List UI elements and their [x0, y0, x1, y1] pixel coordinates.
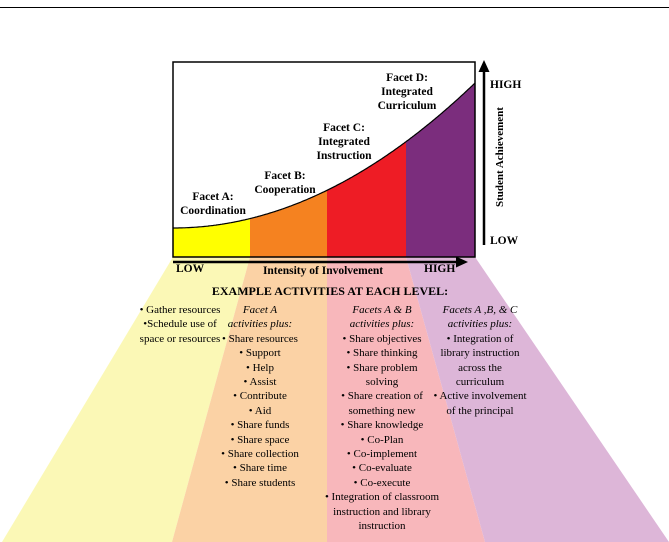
- activity-item: instruction and library: [333, 505, 431, 518]
- activities-column-facet-b: [205, 303, 315, 490]
- activity-item: • Share resources: [222, 332, 298, 345]
- facet-a-label: [173, 190, 253, 218]
- activity-item: • Support: [239, 347, 281, 360]
- activity-item: • Gather resources: [139, 304, 221, 316]
- facet-label-line: Facet C:: [323, 122, 365, 134]
- column-heading-line: activities plus:: [227, 318, 293, 331]
- activity-item: space or resources: [139, 332, 221, 345]
- activity-item: • Active involvement: [433, 390, 527, 403]
- activity-item: • Co-evaluate: [352, 462, 412, 475]
- activity-item: • Assist: [243, 376, 277, 389]
- activity-item: • Help: [246, 361, 274, 374]
- activity-item: something new: [348, 404, 416, 417]
- facet-label-line: Curriculum: [377, 100, 437, 112]
- activity-item: • Share creation of: [341, 390, 423, 403]
- facet-label-line: Integrated: [318, 136, 370, 148]
- column-heading-line: Facets A ,B, & C: [442, 304, 518, 316]
- activity-item: • Share collection: [221, 448, 299, 461]
- activity-item: solving: [365, 376, 399, 389]
- facet-label-line: Cooperation: [254, 184, 316, 196]
- activity-item: • Co-execute: [353, 476, 411, 489]
- activities-title: EXAMPLE ACTIVITIES AT EACH LEVEL:: [211, 284, 449, 298]
- activity-item: • Share funds: [230, 419, 290, 432]
- facet-label-line: Coordination: [180, 205, 246, 217]
- activity-item: • Share objectives: [342, 332, 422, 345]
- activity-item: curriculum: [455, 376, 505, 389]
- activity-item: • Share knowledge: [340, 419, 424, 432]
- activity-item: • Share thinking: [346, 347, 418, 360]
- facet-d-label: [367, 71, 447, 113]
- activity-item: • Contribute: [233, 390, 287, 403]
- activity-item: • Co-implement: [346, 448, 418, 461]
- activity-item: •Schedule use of: [143, 318, 217, 331]
- column-heading-line: Facet A: [242, 304, 278, 316]
- activity-item: across the: [458, 361, 502, 374]
- facet-c-label: [304, 121, 384, 163]
- activity-item: • Share time: [233, 462, 287, 475]
- y-axis-arrowhead: [479, 60, 490, 72]
- facet-b-label: [245, 169, 325, 197]
- activity-item: • Integration of classroom: [324, 491, 440, 504]
- x-axis-title: Intensity of Involvement: [262, 265, 384, 277]
- activity-item: • Co-Plan: [360, 433, 404, 446]
- chart-area-facet-b: [250, 190, 327, 257]
- activity-item: • Aid: [248, 404, 272, 417]
- facet-label-line: Integrated: [381, 86, 433, 98]
- x-axis-low-label: LOW: [176, 263, 205, 275]
- y-axis-low-label: LOW: [490, 235, 519, 247]
- y-axis-title: Student Achievement: [494, 107, 506, 207]
- activity-item: of the principal: [446, 404, 514, 417]
- activity-item: • Share students: [224, 476, 296, 489]
- x-axis-high-label: HIGH: [424, 263, 456, 275]
- chart-area-facet-a: [173, 219, 250, 257]
- activity-item: • Integration of: [446, 332, 514, 345]
- activity-item: library instruction: [440, 347, 520, 360]
- activity-item: • Share problem: [346, 361, 418, 374]
- activities-column-facet-d: [420, 303, 540, 418]
- facet-label-line: Facet B:: [264, 170, 306, 182]
- column-heading-line: activities plus:: [349, 318, 415, 331]
- facet-label-line: Facet D:: [386, 72, 428, 84]
- column-heading-line: activities plus:: [447, 318, 513, 331]
- activity-item: instruction: [358, 520, 406, 533]
- activity-item: • Share space: [230, 433, 290, 446]
- facet-label-line: Instruction: [316, 150, 372, 162]
- column-heading-line: Facets A & B: [352, 304, 412, 316]
- y-axis-high-label: HIGH: [490, 79, 522, 91]
- facet-label-line: Facet A:: [192, 191, 234, 203]
